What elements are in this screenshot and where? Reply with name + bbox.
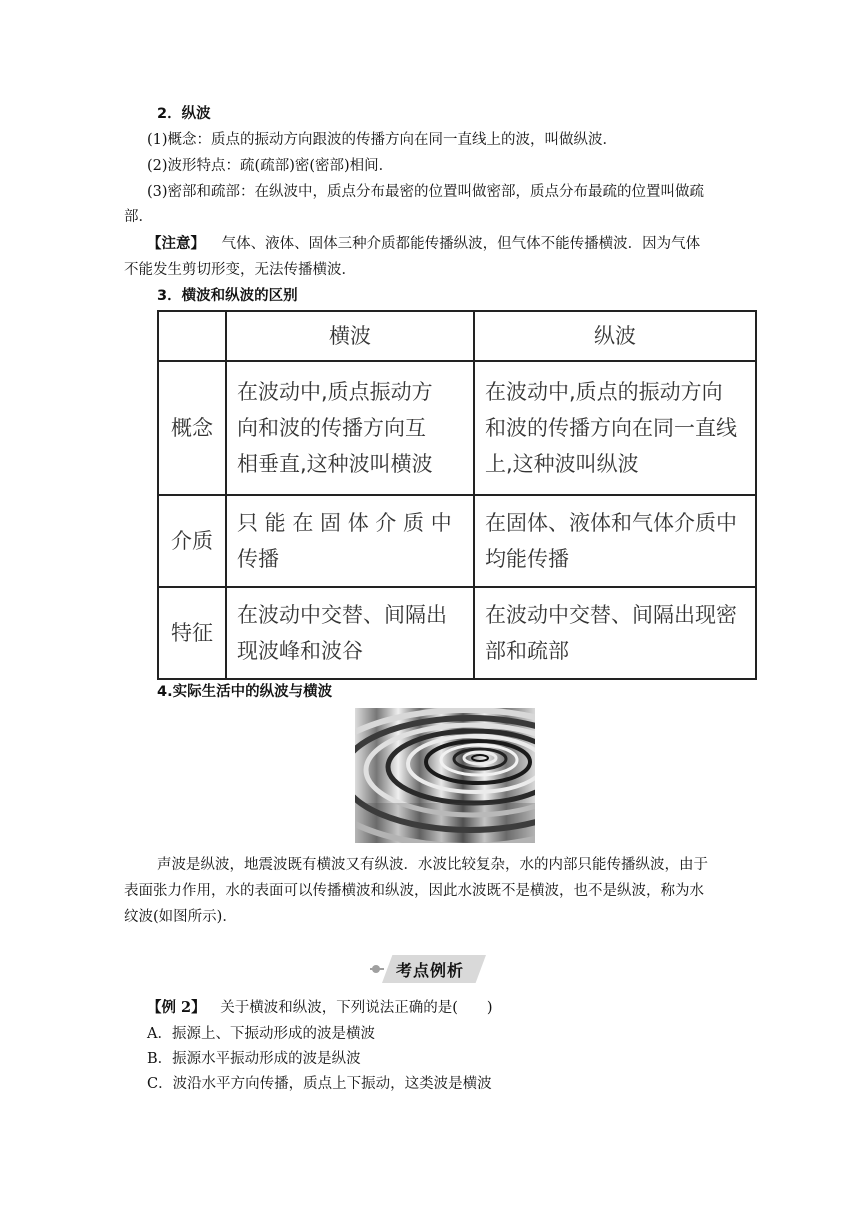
option-c: C．波沿水平方向传播，质点上下振动，这类波是横波 [147,1076,492,1092]
option-b: B．振源水平振动形成的波是纵波 [147,1051,361,1067]
cell-medium-transverse [226,495,474,587]
cell-line: 在波动中,质点振动方 [237,380,433,404]
note-text-2: 不能发生剪切形变，无法传播横波． [124,262,356,278]
cell-line: 向和波的传播方向互 [237,416,426,440]
cell-line: 传播 [237,547,279,571]
waveform-text: (2)波形特点：疏(疏部)密(密部)相间． [147,158,394,174]
table-row-feature [158,587,756,679]
example-label: 【例 2】 [147,999,206,1016]
cell-line: 均能传播 [485,547,569,571]
option-a: A．振源上、下振动形成的波是横波 [147,1026,375,1042]
dense-sparse-text-1: (3)密部和疏部：在纵波中，质点分布最密的位置叫做密部，质点分布最疏的位置叫做疏 [147,184,705,200]
water-wave-text-3: 纹波(如图所示)． [124,909,237,925]
header-longitudinal: 纵波 [474,311,756,361]
life-heading: 4.实际生活中的纵波与横波 [157,684,333,700]
comparison-table [157,310,757,680]
cell-line: 只 能 在 固 体 介 质 中 [237,511,452,535]
note-label: 【注意】 [147,235,205,252]
section-heading: 2．纵波 [157,106,211,122]
water-wave-text-1: 声波是纵波，地震波既有横波又有纵波．水波比较复杂，水的内部只能传播纵波，由于 [157,857,708,873]
note-text-1: 气体、液体、固体三种介质都能传播纵波，但气体不能传播横波．因为气体 [221,236,701,252]
cell-line: 现波峰和波谷 [237,639,363,663]
cell-line: 在波动中交替、间隔出现密 [485,603,737,627]
example-question: 关于横波和纵波，下列说法正确的是( ) [220,1000,493,1016]
row-label-feature: 特征 [158,587,226,679]
cell-line: 在固体、液体和气体介质中 [485,511,737,535]
badge-text: 考点例析 [396,961,465,980]
table-row-medium [158,495,756,587]
cell-line: 在波动中交替、间隔出 [237,603,447,627]
header-transverse: 横波 [226,311,474,361]
row-label-medium: 介质 [158,495,226,587]
cell-line: 相垂直,这种波叫横波 [237,452,433,476]
note-paragraph [147,234,700,254]
table-corner-cell [158,311,226,361]
table-row-concept [158,361,756,495]
cell-line: 部和疏部 [485,639,569,663]
water-wave-text-2: 表面张力作用，水的表面可以传播横波和纵波，因此水波既不是横波，也不是纵波，称为水 [124,883,704,899]
cell-line: 和波的传播方向在同一直线 [485,416,737,440]
cell-line: 在波动中,质点的振动方向 [485,380,723,404]
water-ripple-image [355,708,535,843]
cell-feature-longitudinal [474,587,756,679]
cell-line: 上,这种波叫纵波 [485,452,639,476]
dense-sparse-text-2: 部． [124,209,153,225]
cell-concept-longitudinal [474,361,756,495]
row-label-concept: 概念 [158,361,226,495]
difference-heading: 3．横波和纵波的区别 [157,288,298,304]
section-badge [372,955,486,983]
cell-concept-transverse [226,361,474,495]
ripple-icon [355,708,535,843]
table-header-row [158,311,756,361]
cell-feature-transverse [226,587,474,679]
example-question-line [147,998,493,1018]
cell-medium-longitudinal [474,495,756,587]
badge-dot-icon [372,965,380,973]
concept-text: (1)概念：质点的振动方向跟波的传播方向在同一直线上的波，叫做纵波． [147,132,618,148]
